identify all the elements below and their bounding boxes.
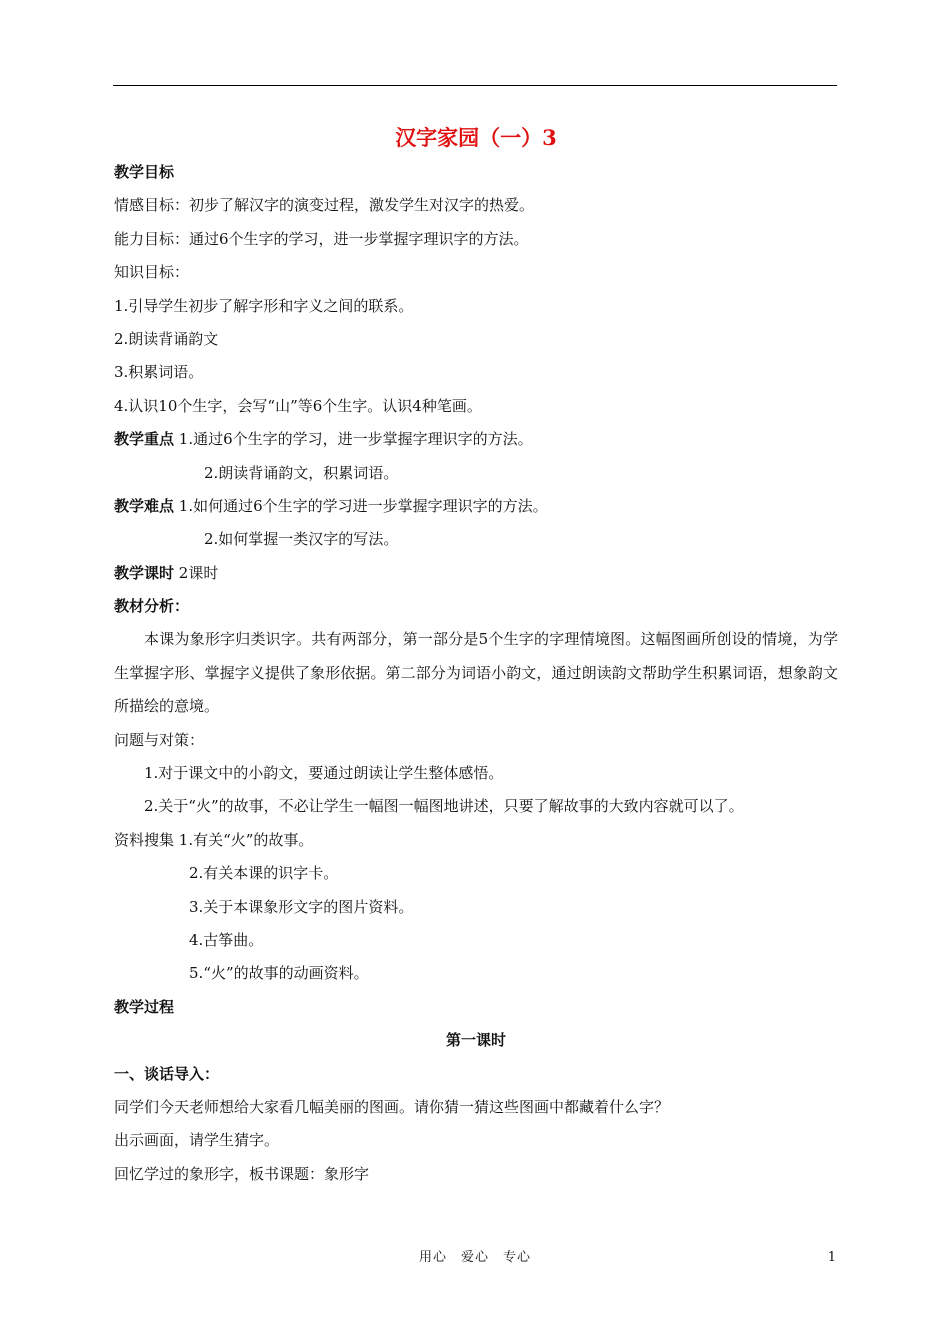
ability-objective: 能力目标：通过6个生字的学习，进一步掌握字理识字的方法。 <box>114 229 529 248</box>
hours-row <box>114 557 838 590</box>
knowledge-item: 3.积累词语。 <box>114 363 204 382</box>
footer-motto: 用心 爱心 专心 <box>418 1250 531 1265</box>
difficult-points-label: 教学难点 <box>114 496 175 515</box>
hours-label: 教学课时 <box>114 563 175 582</box>
difficult-point-item: 1.如何通过6个生字的学习进一步掌握字理识字的方法。 <box>174 496 548 515</box>
difficult-points-row <box>114 490 838 523</box>
document-content <box>114 120 838 1191</box>
problem-item: 2.关于“火”的故事，不必让学生一幅图一幅图地讲述，只要了解故事的大致内容就可以了。 <box>144 797 744 816</box>
key-point-item: 1.通过6个生字的学习，进一步掌握字理识字的方法。 <box>174 430 533 449</box>
page-footer <box>0 1248 950 1268</box>
key-points-row <box>114 423 838 456</box>
resource-item: 3.关于本课象形文字的图片资料。 <box>189 897 414 916</box>
header-rule <box>113 85 837 86</box>
analysis-heading: 教材分析： <box>114 597 190 616</box>
knowledge-item: 2.朗读背诵韵文 <box>114 329 219 348</box>
process-line: 出示画面，请学生猜字。 <box>114 1131 280 1150</box>
knowledge-item: 1.引导学生初步了解字形和字义之间的联系。 <box>114 296 414 315</box>
resource-item: 2.有关本课的识字卡。 <box>189 864 339 883</box>
objectives-heading: 教学目标 <box>114 163 175 181</box>
hours-value: 2课时 <box>174 563 219 582</box>
problem-item: 1.对于课文中的小韵文，要通过朗读让学生整体感悟。 <box>144 764 504 783</box>
page-number: 1 <box>827 1250 836 1265</box>
emotion-objective: 情感目标：初步了解汉字的演变过程，激发学生对汉字的热爱。 <box>114 196 535 215</box>
document-title: 汉字家园（一）3 <box>395 125 557 150</box>
resources-label: 资料搜集 <box>114 830 175 849</box>
difficult-point-item: 2.如何掌握一类汉字的写法。 <box>204 530 399 549</box>
lesson-title: 第一课时 <box>445 1031 506 1050</box>
resources-row <box>114 824 838 857</box>
process-heading: 教学过程 <box>114 997 175 1016</box>
resource-item: 4.古筝曲。 <box>189 931 264 950</box>
knowledge-item: 4.认识10个生字，会写“山”等6个生字。认识4种笔画。 <box>114 396 482 415</box>
resource-item: 1.有关“火”的故事。 <box>174 830 314 849</box>
process-line: 回忆学过的象形字，板书课题：象形字 <box>114 1164 370 1183</box>
key-points-label: 教学重点 <box>114 430 175 449</box>
problems-heading: 问题与对策： <box>114 730 205 749</box>
process-line: 同学们今天老师想给大家看几幅美丽的图画。请你猜一猜这些图画中都藏着什么字？ <box>114 1097 670 1116</box>
key-point-item: 2.朗读背诵韵文，积累词语。 <box>204 463 399 482</box>
analysis-paragraph: 本课为象形字归类识字。共有两部分，第一部分是5个生字的字理情境图。这幅图画所创设的情境，为学生掌握字形、掌握字义提供了象形依据。第二部分为词语小韵文，通过朗读韵文帮助学生积累词语，想象韵文所描绘的意境。 <box>114 630 838 716</box>
knowledge-objective-label: 知识目标： <box>114 263 190 282</box>
resource-item: 5.“火”的故事的动画资料。 <box>189 964 369 983</box>
section-heading: 一、谈话导入： <box>114 1064 220 1083</box>
